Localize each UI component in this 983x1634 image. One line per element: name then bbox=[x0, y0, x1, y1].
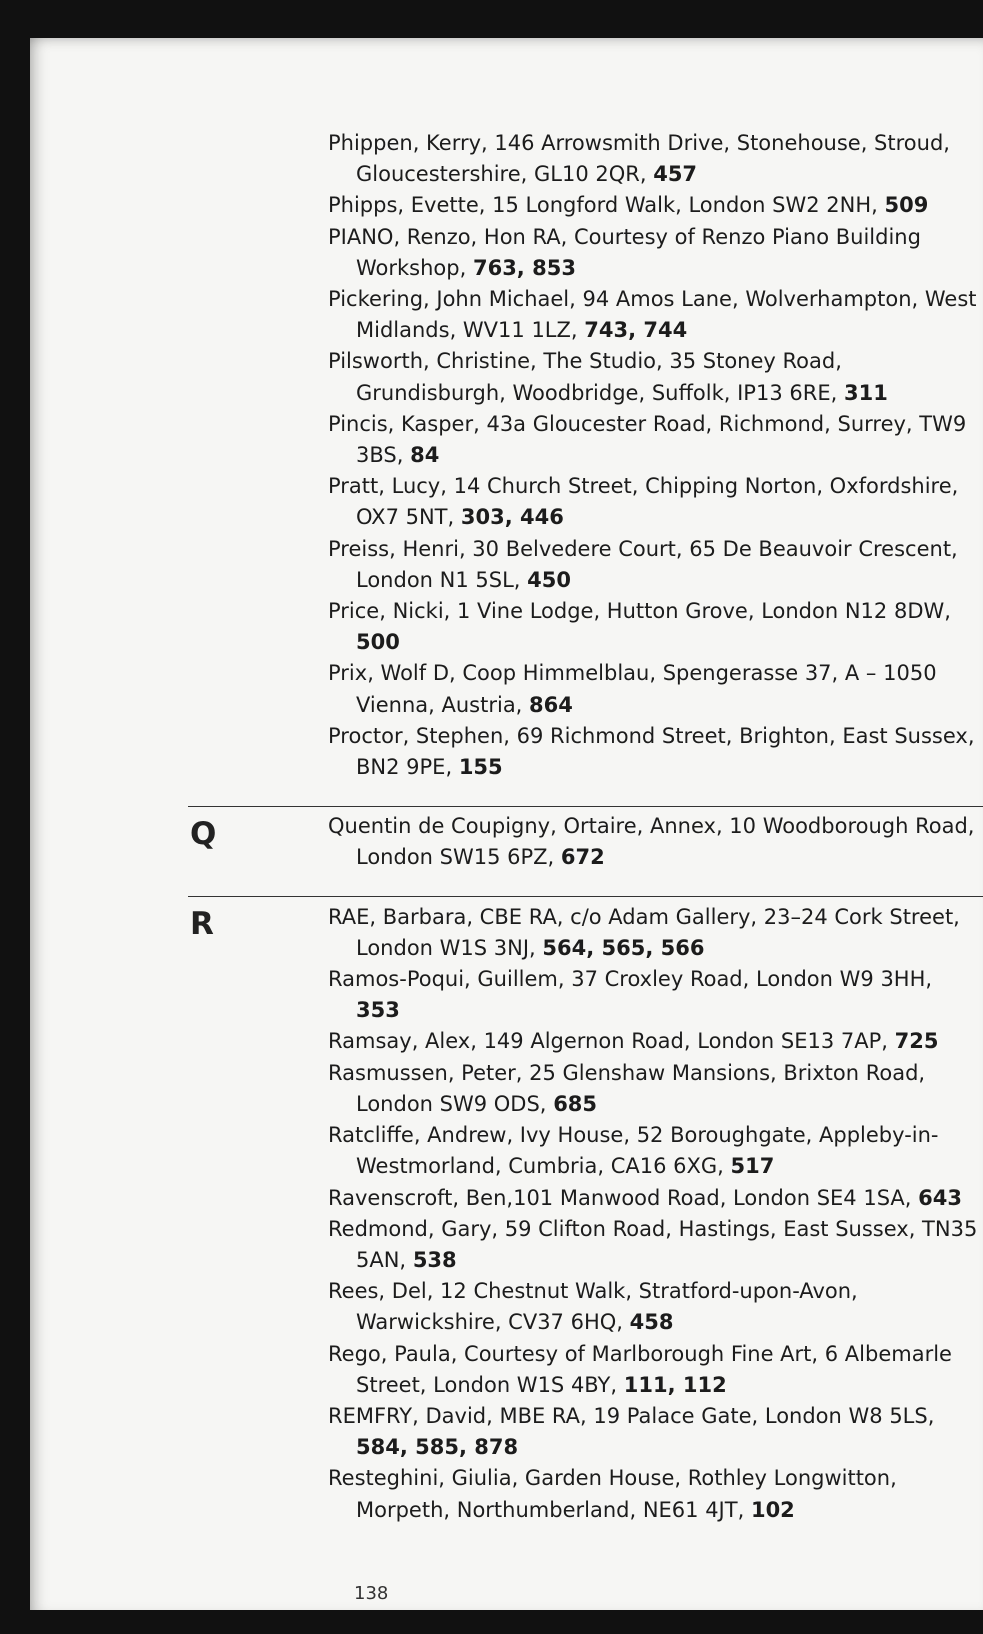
index-entry: REMFRY, David, MBE RA, 19 Palace Gate, London W8 5LS, 584, 585, 878 bbox=[328, 1403, 935, 1460]
index-entry: Prix, Wolf D, Coop Himmelblau, Spengerasse 37, A – 1050 Vienna, Austria, 864 bbox=[328, 661, 937, 717]
index-entry: RAE, Barbara, CBE RA, c/o Adam Gallery, 23–24 Cork Street, London W1S 3NJ, 564, 565, 566 bbox=[328, 904, 960, 960]
index-entry: Pincis, Kasper, 43a Gloucester Road, Richmond, Surrey, TW9 3BS, 84 bbox=[328, 411, 967, 468]
index-entry: Proctor, Stephen, 69 Richmond Street, Brighton, East Sussex, BN2 9PE, 155 bbox=[328, 723, 975, 780]
index-entry: Ramos-Poqui, Guillem, 37 Croxley Road, London W9 3HH, 353 bbox=[328, 967, 933, 1023]
index-entry: Resteghini, Giulia, Garden House, Rothley Longwitton, Morpeth, Northumberland, NE61 4JT, 102 bbox=[328, 1466, 897, 1522]
index-entry: Preiss, Henri, 30 Belvedere Court, 65 De Beauvoir Crescent, London N1 5SL, 450 bbox=[328, 536, 958, 592]
section-letter-q: Q bbox=[190, 816, 217, 852]
index-entry: Phippen, Kerry, 146 Arrowsmith Drive, Stonehouse, Stroud, Gloucestershire, GL10 2QR, 457 bbox=[328, 131, 950, 187]
index-entry: Ratcliffe, Andrew, Ivy House, 52 Boroughgate, Appleby-in-Westmorland, Cumbria, CA16 6XG, 517 bbox=[328, 1123, 939, 1179]
index-entry: Ravenscroft, Ben,101 Manwood Road, London SE4 1SA, 643 bbox=[328, 1185, 962, 1210]
index-entry: Redmond, Gary, 59 Clifton Road, Hastings, East Sussex, TN35 5AN, 538 bbox=[328, 1216, 978, 1272]
index-column bbox=[328, 128, 978, 1526]
book-page bbox=[30, 38, 983, 1610]
section-letter-r: R bbox=[190, 906, 214, 942]
page-number: 138 bbox=[354, 1583, 389, 1604]
index-entry: Rees, Del, 12 Chestnut Walk, Stratford-upon-Avon, Warwickshire, CV37 6HQ, 458 bbox=[328, 1279, 858, 1335]
index-entry: PIANO, Renzo, Hon RA, Courtesy of Renzo Piano Building Workshop, 763, 853 bbox=[328, 224, 921, 280]
index-entry: Pratt, Lucy, 14 Church Street, Chipping Norton, Oxfordshire, OX7 5NT, 303, 446 bbox=[328, 474, 959, 530]
index-entry: Pickering, John Michael, 94 Amos Lane, Wolverhampton, West Midlands, WV11 1LZ, 743, 744 bbox=[328, 287, 977, 343]
index-entry: Quentin de Coupigny, Ortaire, Annex, 10 Woodborough Road, London SW15 6PZ, 672 bbox=[328, 814, 975, 870]
index-entry: Rego, Paula, Courtesy of Marlborough Fine Art, 6 Albemarle Street, London W1S 4BY, 111, 112 bbox=[328, 1341, 952, 1397]
index-entry: Pilsworth, Christine, The Studio, 35 Stoney Road, Grundisburgh, Woodbridge, Suffolk, IP13 6RE, 311 bbox=[328, 349, 888, 405]
index-entry: Rasmussen, Peter, 25 Glenshaw Mansions, Brixton Road, London SW9 ODS, 685 bbox=[328, 1060, 926, 1116]
index-entry: Phipps, Evette, 15 Longford Walk, London SW2 2NH, 509 bbox=[328, 193, 929, 218]
section-divider bbox=[188, 896, 983, 897]
index-entry: Ramsay, Alex, 149 Algernon Road, London SE13 7AP, 725 bbox=[328, 1029, 939, 1054]
section-divider bbox=[188, 806, 983, 807]
index-entry: Price, Nicki, 1 Vine Lodge, Hutton Grove, London N12 8DW, 500 bbox=[328, 599, 951, 655]
